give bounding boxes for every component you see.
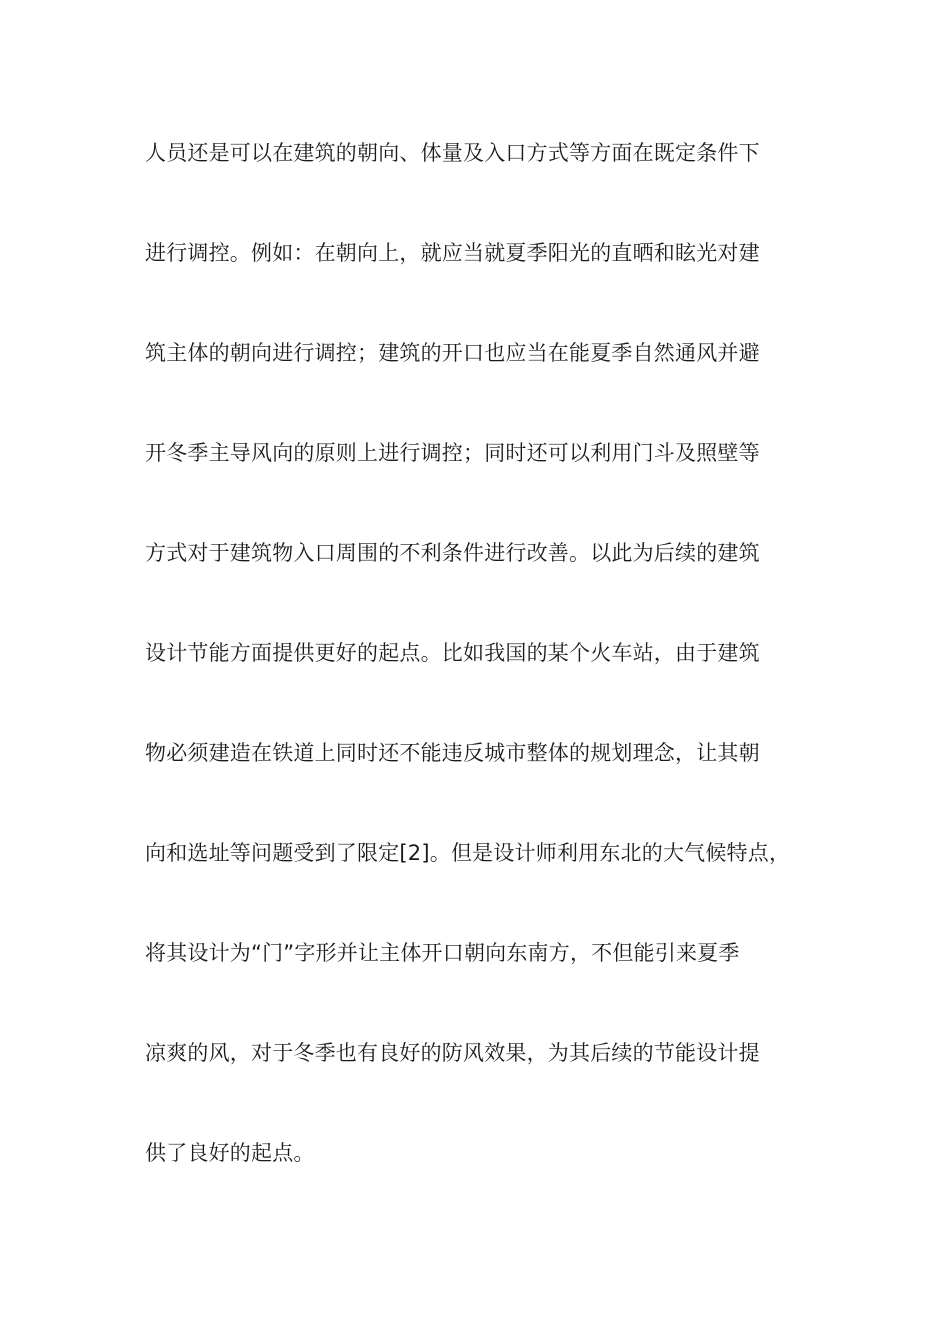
text-line: 进行调控。例如：在朝向上，就应当就夏季阳光的直晒和眩光对建 xyxy=(145,241,760,265)
text-line: 方式对于建筑物入口周围的不利条件进行改善。以此为后续的建筑 xyxy=(145,541,760,565)
text-line: 设计节能方面提供更好的起点。比如我国的某个火车站，由于建筑 xyxy=(145,641,760,665)
text-line: 供了良好的起点。 xyxy=(145,1141,315,1165)
text-line: 将其设计为“门”字形并让主体开口朝向东南方，不但能引来夏季 xyxy=(145,941,740,965)
text-line: 人员还是可以在建筑的朝向、体量及入口方式等方面在既定条件下 xyxy=(145,141,760,165)
body-paragraph xyxy=(145,133,845,1233)
text-line: 向和选址等问题受到了限定[2]。但是设计师利用东北的大气候特点， xyxy=(145,841,791,865)
text-line: 筑主体的朝向进行调控；建筑的开口也应当在能夏季自然通风并避 xyxy=(145,341,760,365)
text-line: 开冬季主导风向的原则上进行调控；同时还可以利用门斗及照壁等 xyxy=(145,441,760,465)
text-line: 物必须建造在铁道上同时还不能违反城市整体的规划理念，让其朝 xyxy=(145,741,760,765)
text-line: 凉爽的风，对于冬季也有良好的防风效果，为其后续的节能设计提 xyxy=(145,1041,760,1065)
